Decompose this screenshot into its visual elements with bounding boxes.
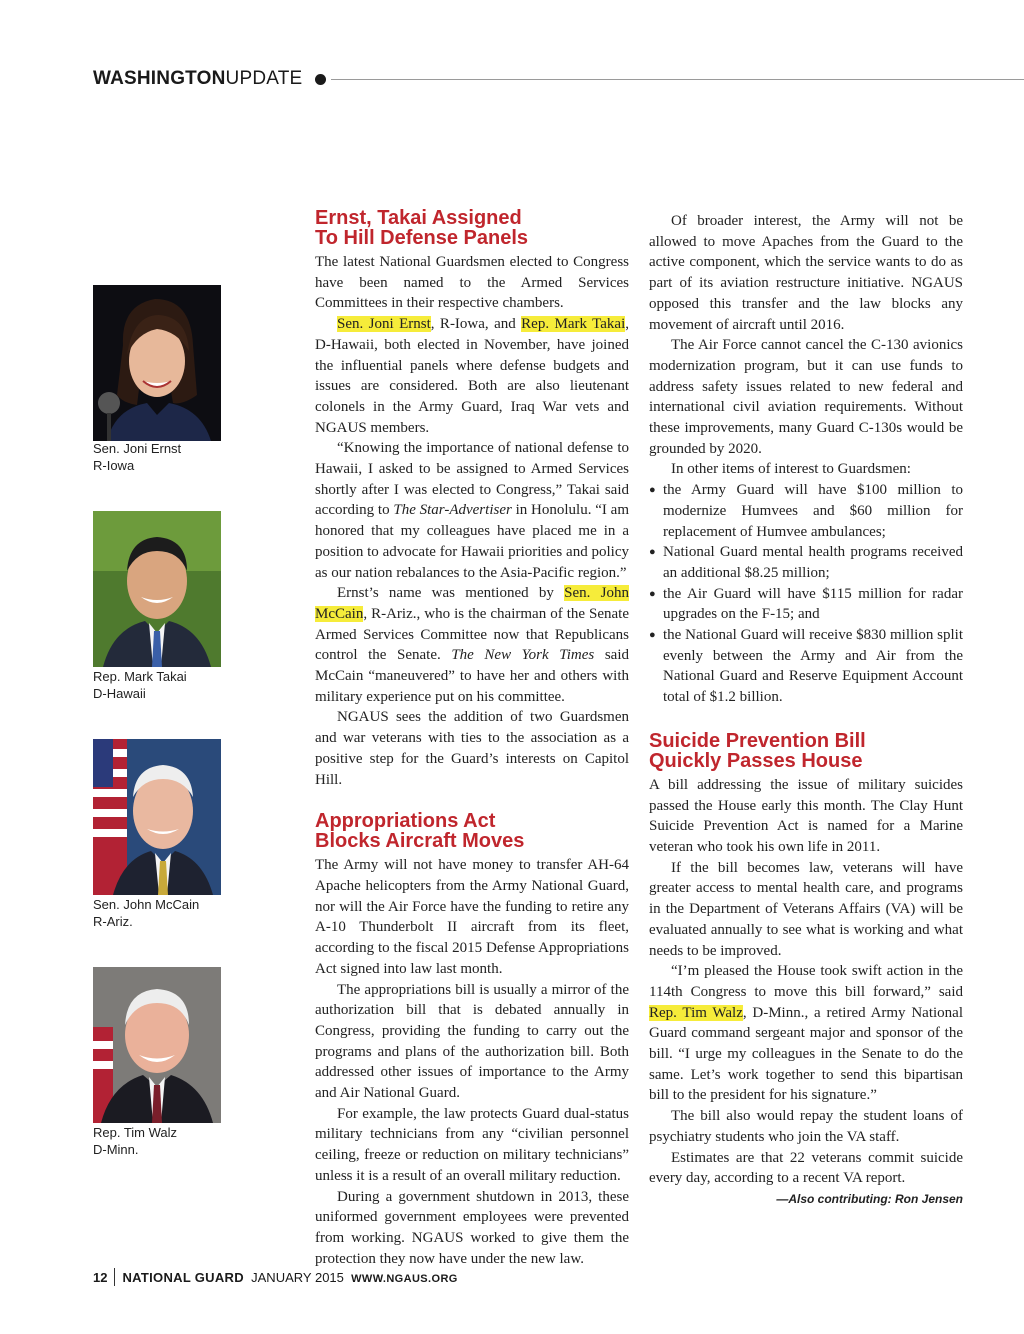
paragraph: The bill also would repay the student loans of psychiatry students who join the VA staff. <box>649 1108 963 1145</box>
photo-john-mccain <box>93 739 221 895</box>
paragraph: Of broader interest, the Army will not be allowed to move Apaches from the Guard to the active component, which the service wants to do as part of its aviation restructure initiative. NGAUS opposed this transfer and the law blocks any movement of aircraft until 2016. <box>649 213 963 333</box>
paragraph: Ernst’s name was mentioned by Sen. John McCain, R-Ariz., who is the chairman of the Senate Armed Services Committee now that Republicans control the Senate. The New York Times said McCain “maneuvered” to have her and others with military experience put on his committee. <box>315 585 630 705</box>
article-column-right <box>649 211 963 1206</box>
paragraph: “Knowing the importance of national defense to Hawaii, I asked to be assigned to Armed Services shortly after I was elected to Congress,” Takai said according to The Star-Advertiser in Honolulu. “I am honored that my colleagues have placed me in a position to advocate for Hawaii priorities and policy as our nation rebalances to the Asia-Pacific region.” <box>315 440 629 581</box>
headline-ernst-takai: Ernst, Takai Assigned To Hill Defense Panels <box>315 207 529 249</box>
bullet-list <box>649 480 963 708</box>
paragraph: The Army will not have money to transfer AH-64 Apache helicopters from the Army National Guard, nor will the Air Force have the funding to retire any A-10 Thunderbolt II aircraft from its fleet, according to the fiscal 2015 Defense Appropriations Act signed into law last month. <box>315 857 629 977</box>
list-item: ● National Guard mental health programs received an additional $8.25 million; <box>649 542 963 583</box>
highlight-tim-walz: Rep. Tim Walz <box>649 1004 743 1021</box>
list-item: ● the National Guard will receive $830 million split evenly between the Army and Air from the National Guard and Reserve Equipment Account total of $1.2 billion. <box>649 625 963 708</box>
header-title-bold: WASHINGTON <box>93 68 226 89</box>
paragraph: NGAUS sees the addition of two Guardsmen and war veterans with ties to the association as a positive step for the Guard’s interests on Capitol Hill. <box>315 709 629 788</box>
header-rule <box>331 79 1024 80</box>
article-column-left <box>315 208 629 1269</box>
photo-mark-takai <box>93 511 221 667</box>
caption-tim-walz <box>93 1124 177 1158</box>
caption-party: R-Ariz. <box>93 914 133 929</box>
page-number: 12 <box>93 1270 108 1285</box>
page-footer <box>93 1268 458 1286</box>
paragraph: The latest National Guardsmen elected to Congress have been named to the Armed Services Committees in their respective chambers. <box>315 254 629 312</box>
magazine-name: NATIONAL GUARD <box>122 1270 244 1285</box>
paragraph: If the bill becomes law, veterans will have greater access to mental health care, and programs in the Department of Veterans Affairs (VA) will be evaluated annually to see what is working and what needs to be improved. <box>649 859 963 959</box>
header-title-light: UPDATE <box>225 68 303 89</box>
caption-name: Sen. Joni Ernst <box>93 441 182 456</box>
website-link[interactable]: WWW.NGAUS.ORG <box>351 1273 458 1285</box>
issue-date: JANUARY 2015 <box>251 1270 344 1285</box>
caption-party: D-Hawaii <box>93 686 146 701</box>
paragraph: The Air Force cannot cancel the C-130 avionics modernization program, but it can use funds to address safety issues related to new federal and international civil aviation requirements. Without these improvements, many Guard C-130s would be grounded by 2020. <box>649 337 963 457</box>
footer-divider <box>114 1268 115 1286</box>
photo-joni-ernst <box>93 285 221 441</box>
list-item: ● the Air Guard will have $115 million for radar upgrades on the F-15; and <box>649 584 963 625</box>
list-item: ● the Army Guard will have $100 million to modernize Humvees and $60 million for replacement of Humvee ambulances; <box>649 480 963 542</box>
photo-tim-walz <box>93 967 221 1123</box>
paragraph: During a government shutdown in 2013, these uniformed government employees were prevented from working. NGAUS worked to give them the protection they now have under the new law. <box>315 1188 629 1267</box>
paragraph: “I’m pleased the House took swift action in the 114th Congress to move this bill forward,” said Rep. Tim Walz, D-Minn., a retired Army National Guard command sergeant major and sponsor of the bill. “I urge my colleagues in the Senate to do the same. Let’s work together to send this bipartisan bill to the president for his signature.” <box>649 963 963 1104</box>
header-bullet-icon <box>315 74 326 85</box>
paragraph: For example, the law protects Guard dual-status military technicians from any “civilian personnel ceiling, freeze or reduction on military technicians” unless it is a result of an overall military reduction. <box>315 1105 629 1184</box>
caption-name: Rep. Tim Walz <box>93 1125 178 1140</box>
caption-mark-takai <box>93 668 187 702</box>
caption-joni-ernst <box>93 440 181 474</box>
highlight-mark-takai: Rep. Mark Takai <box>521 316 626 333</box>
byline-credit: —Also contributing: Ron Jensen <box>776 1191 963 1206</box>
caption-party: D-Minn. <box>93 1142 139 1157</box>
paragraph: Estimates are that 22 veterans commit suicide every day, according to a recent VA report. <box>649 1149 963 1187</box>
paragraph: In other items of interest to Guardsmen: <box>671 461 911 478</box>
highlight-joni-ernst: Sen. Joni Ernst <box>337 316 431 333</box>
caption-name: Rep. Mark Takai <box>93 669 187 684</box>
headline-suicide-prevention: Suicide Prevention Bill Quickly Passes House <box>649 729 866 772</box>
highlight-john-mccain: Sen. John McCain <box>315 585 629 622</box>
paragraph: Sen. Joni Ernst, R-Iowa, and Rep. Mark Takai, D-Hawaii, both elected in November, have joined the influential panels where defense budgets and issues are considered. Both are also lieutenant colonels in the Army Guard, Iraq War vets and NGAUS members. <box>315 316 629 436</box>
header-title <box>93 68 302 90</box>
headline-appropriations: Appropriations Act Blocks Aircraft Moves <box>315 810 525 853</box>
caption-john-mccain <box>93 896 199 930</box>
paragraph: The appropriations bill is usually a mirror of the authorization bill that is debated annually in Congress, providing the funding to carry out the programs and plans of the authorization bill. Both addressed other issues of importance to the Army and Air National Guard. <box>315 981 629 1102</box>
section-header <box>93 64 1024 94</box>
caption-name: Sen. John McCain <box>93 897 200 912</box>
paragraph: A bill addressing the issue of military suicides passed the House early this month. The Clay Hunt Suicide Prevention Act is named for a Marine veteran who took his own life in 2011. <box>649 776 963 855</box>
caption-party: R-Iowa <box>93 458 135 473</box>
